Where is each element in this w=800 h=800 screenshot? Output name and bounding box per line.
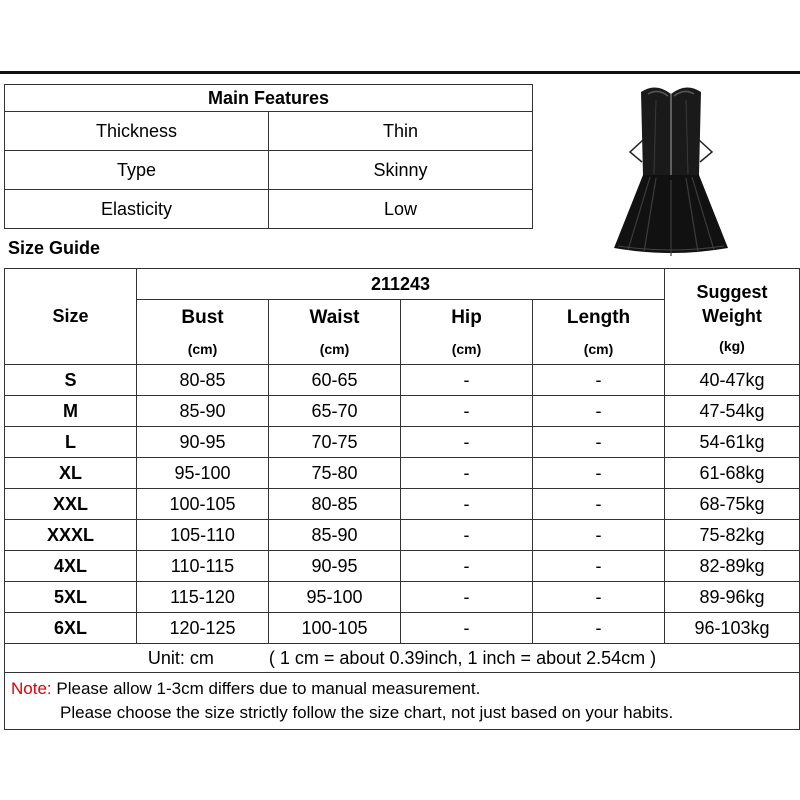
- size-cell-waist: 85-90: [269, 520, 401, 551]
- size-cell-size: XXXL: [5, 520, 137, 551]
- note-box: [5, 673, 800, 730]
- column-name: Hip: [451, 307, 482, 328]
- column-name: Waist: [309, 307, 360, 328]
- size-cell-hip: -: [401, 582, 533, 613]
- size-cell-weight: 61-68kg: [665, 458, 800, 489]
- bust-header: [137, 300, 269, 365]
- size-row: [5, 613, 800, 644]
- waist-header: [269, 300, 401, 365]
- size-cell-hip: -: [401, 427, 533, 458]
- size-cell-size: M: [5, 396, 137, 427]
- size-cell-waist: 75-80: [269, 458, 401, 489]
- size-cell-waist: 80-85: [269, 489, 401, 520]
- size-cell-weight: 68-75kg: [665, 489, 800, 520]
- size-cell-bust: 90-95: [137, 427, 269, 458]
- feature-row: [5, 190, 533, 229]
- column-name: Bust: [181, 307, 224, 328]
- note-label: Note:: [11, 679, 52, 698]
- column-unit: (cm): [187, 341, 218, 357]
- size-cell-bust: 80-85: [137, 365, 269, 396]
- size-cell-length: -: [533, 396, 665, 427]
- suggest-unit: (kg): [719, 337, 745, 354]
- size-cell-length: -: [533, 551, 665, 582]
- size-cell-size: XL: [5, 458, 137, 489]
- size-cell-weight: 40-47kg: [665, 365, 800, 396]
- size-cell-hip: -: [401, 520, 533, 551]
- top-divider: [0, 71, 800, 74]
- product-code: 211243: [137, 269, 665, 300]
- size-cell-size: 6XL: [5, 613, 137, 644]
- size-cell-length: -: [533, 365, 665, 396]
- main-features-title: Main Features: [5, 85, 533, 112]
- size-row: [5, 520, 800, 551]
- column-name: Length: [566, 307, 631, 328]
- feature-value: Low: [269, 190, 533, 229]
- size-cell-bust: 105-110: [137, 520, 269, 551]
- size-cell-hip: -: [401, 458, 533, 489]
- size-row: [5, 551, 800, 582]
- size-cell-bust: 110-115: [137, 551, 269, 582]
- size-cell-bust: 95-100: [137, 458, 269, 489]
- size-cell-hip: -: [401, 613, 533, 644]
- feature-row: [5, 151, 533, 190]
- size-cell-weight: 47-54kg: [665, 396, 800, 427]
- column-unit: (cm): [451, 341, 482, 357]
- size-cell-hip: -: [401, 396, 533, 427]
- feature-label: Elasticity: [5, 190, 269, 229]
- size-cell-waist: 60-65: [269, 365, 401, 396]
- size-cell-size: 5XL: [5, 582, 137, 613]
- size-chart-table: [4, 268, 800, 730]
- corset-dress-image: [596, 80, 746, 260]
- suggest-line2: Weight: [702, 305, 762, 326]
- unit-label: Unit: cm: [147, 647, 214, 668]
- length-header: [533, 300, 665, 365]
- column-unit: (cm): [319, 341, 350, 357]
- size-row: [5, 396, 800, 427]
- size-cell-length: -: [533, 427, 665, 458]
- size-cell-waist: 65-70: [269, 396, 401, 427]
- size-cell-waist: 70-75: [269, 427, 401, 458]
- main-features-table: [4, 84, 533, 229]
- note-line1: Please allow 1-3cm differs due to manual measurement.: [56, 679, 481, 698]
- size-cell-size: 4XL: [5, 551, 137, 582]
- size-cell-length: -: [533, 613, 665, 644]
- size-cell-weight: 75-82kg: [665, 520, 800, 551]
- size-cell-length: -: [533, 520, 665, 551]
- size-cell-weight: 82-89kg: [665, 551, 800, 582]
- feature-label: Type: [5, 151, 269, 190]
- size-cell-length: -: [533, 489, 665, 520]
- size-row: [5, 458, 800, 489]
- size-row: [5, 489, 800, 520]
- feature-label: Thickness: [5, 112, 269, 151]
- size-cell-bust: 115-120: [137, 582, 269, 613]
- size-column-header: Size: [5, 269, 137, 365]
- size-cell-size: S: [5, 365, 137, 396]
- size-cell-weight: 96-103kg: [665, 613, 800, 644]
- size-cell-hip: -: [401, 365, 533, 396]
- size-cell-hip: -: [401, 489, 533, 520]
- size-row: [5, 427, 800, 458]
- size-cell-waist: 95-100: [269, 582, 401, 613]
- size-cell-weight: 54-61kg: [665, 427, 800, 458]
- size-cell-length: -: [533, 458, 665, 489]
- feature-value: Thin: [269, 112, 533, 151]
- size-cell-length: -: [533, 582, 665, 613]
- suggest-line1: Suggest: [696, 281, 768, 302]
- size-cell-weight: 89-96kg: [665, 582, 800, 613]
- size-cell-hip: -: [401, 551, 533, 582]
- feature-row: [5, 112, 533, 151]
- size-cell-bust: 100-105: [137, 489, 269, 520]
- size-cell-bust: 85-90: [137, 396, 269, 427]
- unit-conversion: ( 1 cm = about 0.39inch, 1 inch = about 2.54cm ): [268, 647, 657, 668]
- size-cell-size: L: [5, 427, 137, 458]
- suggest-weight-header: [665, 269, 800, 365]
- size-row: [5, 365, 800, 396]
- feature-value: Skinny: [269, 151, 533, 190]
- column-unit: (cm): [583, 341, 614, 357]
- size-cell-waist: 90-95: [269, 551, 401, 582]
- hip-header: [401, 300, 533, 365]
- unit-info: [5, 644, 800, 673]
- size-cell-waist: 100-105: [269, 613, 401, 644]
- note-line2: Please choose the size strictly follow the size chart, not just based on your habits.: [60, 703, 674, 722]
- size-cell-size: XXL: [5, 489, 137, 520]
- size-guide-title: Size Guide: [8, 238, 101, 258]
- size-cell-bust: 120-125: [137, 613, 269, 644]
- size-row: [5, 582, 800, 613]
